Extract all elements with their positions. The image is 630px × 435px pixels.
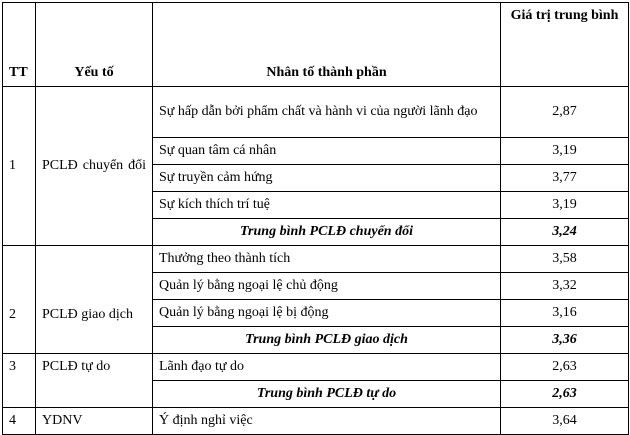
group-number: 2 [3,246,36,354]
mean-values-table [2,2,629,435]
header-yeu-to: Yếu tố [36,3,153,87]
factor-value: 3,19 [501,138,629,165]
factor-value: 3,32 [501,273,629,300]
group-name: PCLĐ tự do [36,354,153,408]
factor-name: Lãnh đạo tự do [153,354,501,381]
average-label: Trung bình PCLĐ giao dịch [153,327,501,354]
factor-value: 3,19 [501,192,629,219]
factor-name: Quản lý bằng ngoại lệ chủ động [153,273,501,300]
table-row [3,354,629,381]
group-name: PCLĐ chuyển đổi [36,87,153,246]
header-row [3,3,629,87]
factor-name: Sự hấp dẫn bởi phẩm chất và hành vi của người lãnh đạo [153,87,501,138]
header-gia-tri: Giá trị trung bình [501,3,629,87]
factor-value: 2,63 [501,354,629,381]
factor-value: 3,77 [501,165,629,192]
average-label: Trung bình PCLĐ tự do [153,381,501,408]
factor-value: 3,58 [501,246,629,273]
average-value: 3,36 [501,327,629,354]
table-row [3,408,629,435]
average-value: 3,24 [501,219,629,246]
group-number: 4 [3,408,36,435]
header-nhan-to: Nhân tố thành phần [153,3,501,87]
average-value: 2,63 [501,381,629,408]
factor-name: Sự truyền cảm hứng [153,165,501,192]
group-name: YDNV [36,408,153,435]
factor-name: Quản lý bằng ngoại lệ bị động [153,300,501,327]
factor-value: 3,16 [501,300,629,327]
group-name: PCLĐ giao dịch [36,246,153,354]
factor-name: Thưởng theo thành tích [153,246,501,273]
table-row [3,87,629,138]
factor-value: 2,87 [501,87,629,138]
table-row [3,246,629,273]
group-number: 1 [3,87,36,246]
factor-name: Sự quan tâm cá nhân [153,138,501,165]
group-number: 3 [3,354,36,408]
factor-name: Ý định nghỉ việc [153,408,501,435]
average-label: Trung bình PCLĐ chuyển đổi [153,219,501,246]
factor-value: 3,64 [501,408,629,435]
header-tt: TT [3,3,36,87]
factor-name: Sự kích thích trí tuệ [153,192,501,219]
